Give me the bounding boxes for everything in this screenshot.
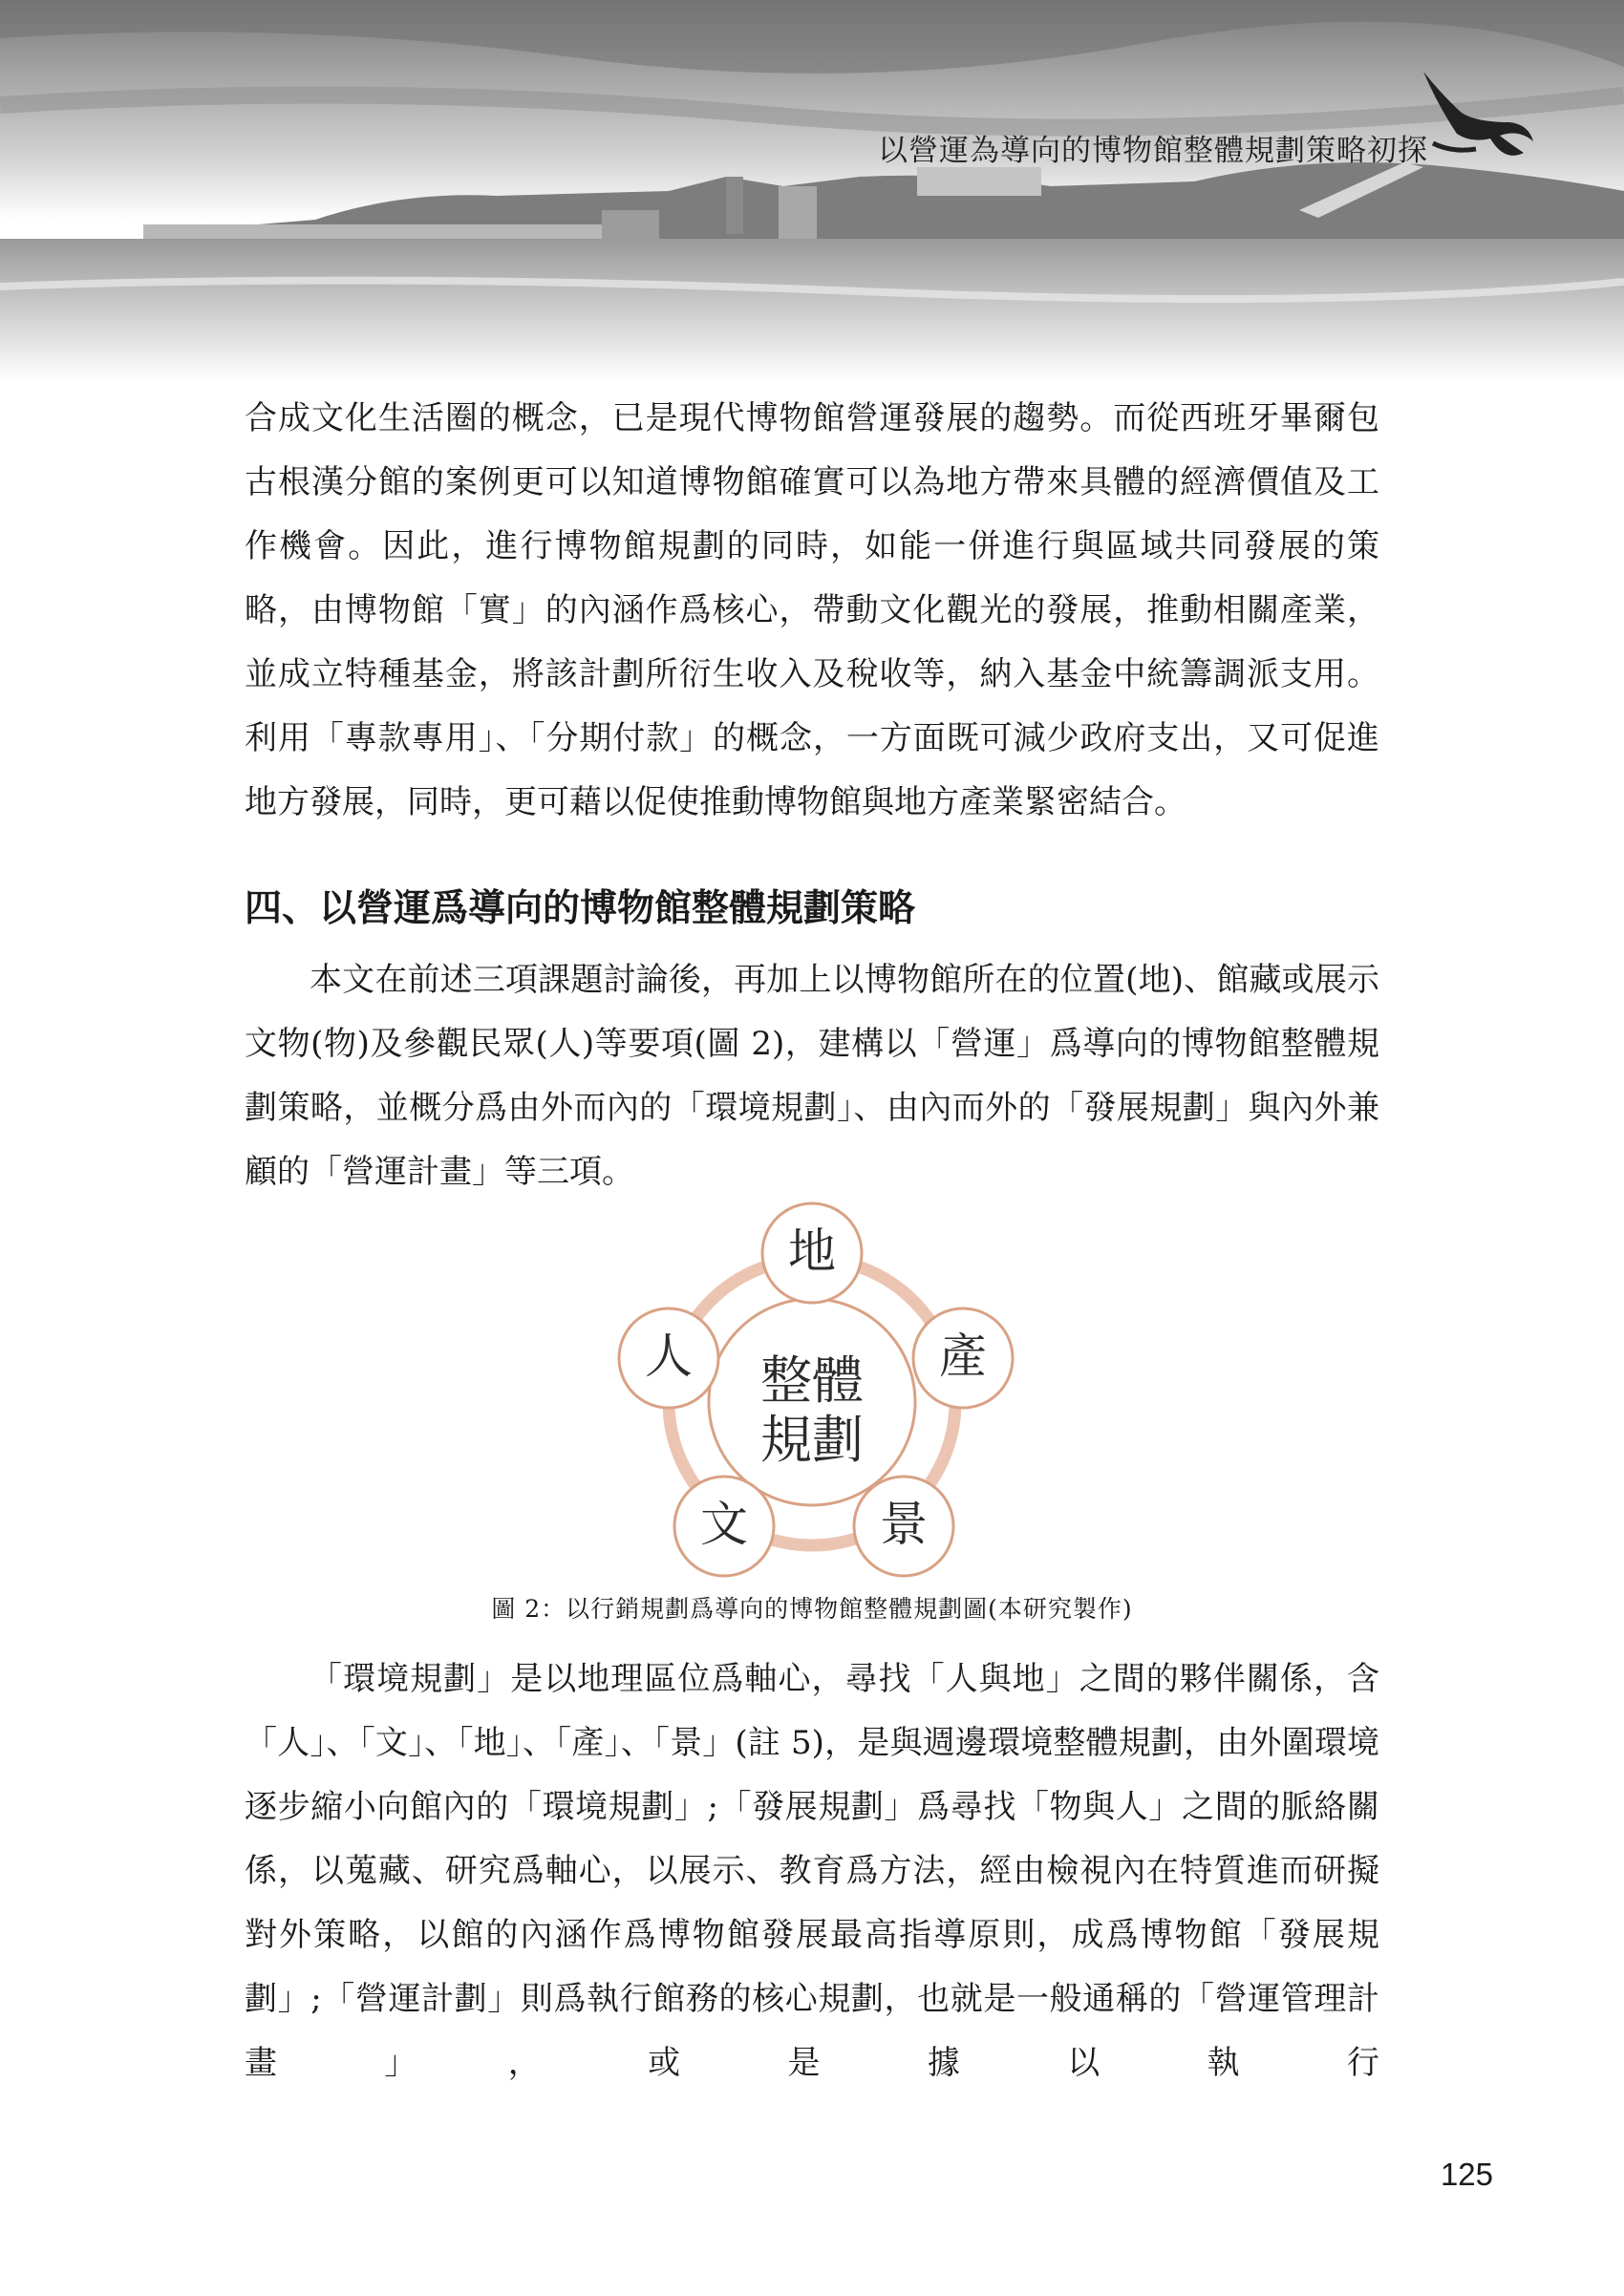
center-label-line1: 整體: [760, 1350, 864, 1411]
node-label-right: 產: [939, 1329, 987, 1384]
figure-diagram: [602, 1194, 1022, 1585]
section-heading: 四、以營運爲導向的博物館整體規劃策略: [245, 886, 916, 930]
body-paragraph-3: 「環境規劃」是以地理區位爲軸心，尋找「人與地」之間的夥伴關係，含「人」、「文」、「地」、「產」、「景」(註 5)，是與週邊環境整體規劃，由外圍環境逐步縮小向館內的「環境規劃」;「發展規劃」爲尋找「物與人」之間的脈絡關係，以蒐藏、研究爲軸心，以展示、教育爲方法，經由檢視內在特質進而研擬對外策略，以館的內涵作爲博物館發展最高指導原則，成爲博物館「發展規劃」;「營運計劃」則爲執行館務的核心規劃，也就是一般通稱的「營運管理計畫」，或是據以執行: [245, 1660, 1379, 2082]
node-label-bottom-left: 文: [700, 1497, 748, 1552]
page-number: 125: [1440, 2157, 1493, 2192]
figure-caption: 圖 2：以行銷規劃爲導向的博物館整體規劃圖(本研究製作): [491, 1595, 1133, 1623]
node-label-top: 地: [788, 1223, 836, 1279]
node-label-left: 人: [645, 1329, 693, 1384]
body-paragraph-2: 本文在前述三項課題討論後，再加上以博物館所在的位置(地)、館藏或展示文物(物)及參觀民眾(人)等要項(圖 2)，建構以「營運」爲導向的博物館整體規劃策略，並概分爲由外而內的「環境規劃」、由內而外的「發展規劃」與內外兼顧的「營運計畫」等三項。: [245, 961, 1379, 1191]
center-label-line2: 規劃: [760, 1410, 864, 1470]
node-label-bottom-right: 景: [880, 1497, 928, 1552]
running-header-title: 以營運為導向的博物館整體規劃策略初探: [878, 134, 1428, 168]
header-banner-image: [0, 0, 1624, 382]
body-paragraph-1: 合成文化生活圈的概念，已是現代博物館營運發展的趨勢。而從西班牙畢爾包古根漢分館的案例更可以知道博物館確實可以為地方帶來具體的經濟價值及工作機會。因此，進行博物館規劃的同時，如能一併進行與區域共同發展的策略，由博物館「實」的內涵作爲核心，帶動文化觀光的發展，推動相關產業，並成立特種基金，將該計劃所衍生收入及稅收等，納入基金中統籌調派支用。利用「專款專用」、「分期付款」的概念，一方面既可減少政府支出，又可促進地方發展，同時，更可藉以促使推動博物館與地方產業緊密結合。: [245, 399, 1379, 821]
